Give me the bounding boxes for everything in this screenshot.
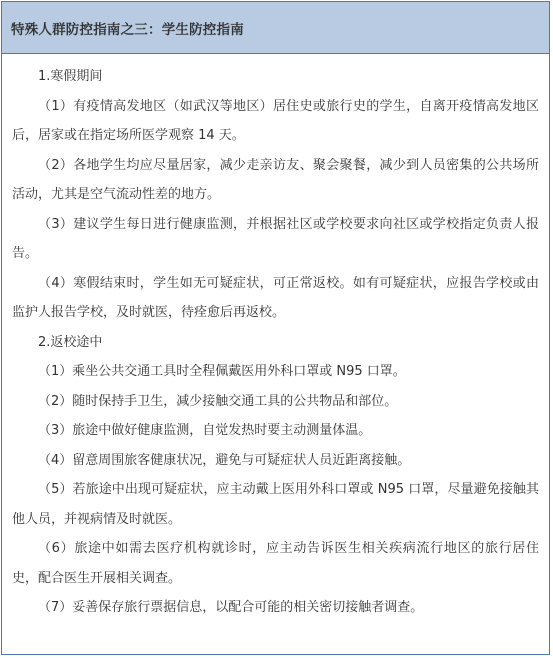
section-heading-winter-break: 1.寒假期间 — [38, 69, 103, 84]
list-item: （4）留意周围旅客健康状况，避免与可疑症状人员近距离接触。 — [38, 452, 411, 468]
list-item: （5）若旅途中出现可疑症状，应主动戴上医用外科口罩或 N95 口罩，尽量避免接触其他人员，并视病情及时就医。 — [12, 482, 539, 527]
list-item: （6）旅途中如需去医疗机构就诊时，应主动告诉医生相关疾病流行地区的旅行居住史，配合医生开展相关调查。 — [12, 541, 539, 586]
list-item: （1）有疫情高发地区（如武汉等地区）居住史或旅行史的学生，自离开疫情高发地区后，居家或在指定场所医学观察 14 天。 — [12, 98, 539, 143]
list-item: （2）各地学生均应尽量居家，减少走亲访友、聚会聚餐，减少到人员密集的公共场所活动，尤其是空气流动性差的地方。 — [12, 157, 539, 202]
list-item: （3）旅途中做好健康监测，自觉发热时要主动测量体温。 — [38, 423, 372, 438]
page-title: 特殊人群防控指南之三：学生防控指南 — [11, 21, 244, 38]
list-item: （4）寒假结束时，学生如无可疑症状，可正常返校。如有可疑症状，应报告学校或由监护人报告学校，及时就医，待痊愈后再返校。 — [12, 275, 539, 320]
card-content — [2, 54, 549, 623]
list-item: （2）随时保持手卫生，减少接触交通工具的公共物品和部位。 — [38, 393, 398, 409]
list-item: （3）建议学生每日进行健康监测，并根据社区或学校要求向社区或学校指定负责人报告。 — [12, 216, 539, 261]
guide-card — [1, 1, 550, 655]
list-item: （1）乘坐公共交通工具时全程佩戴医用外科口罩或 N95 口罩。 — [38, 364, 406, 379]
list-item: （7）妥善保存旅行票据信息，以配合可能的相关密切接触者调查。 — [38, 600, 424, 615]
card-header — [2, 2, 549, 54]
section-heading-return-trip: 2.返校途中 — [38, 334, 103, 350]
